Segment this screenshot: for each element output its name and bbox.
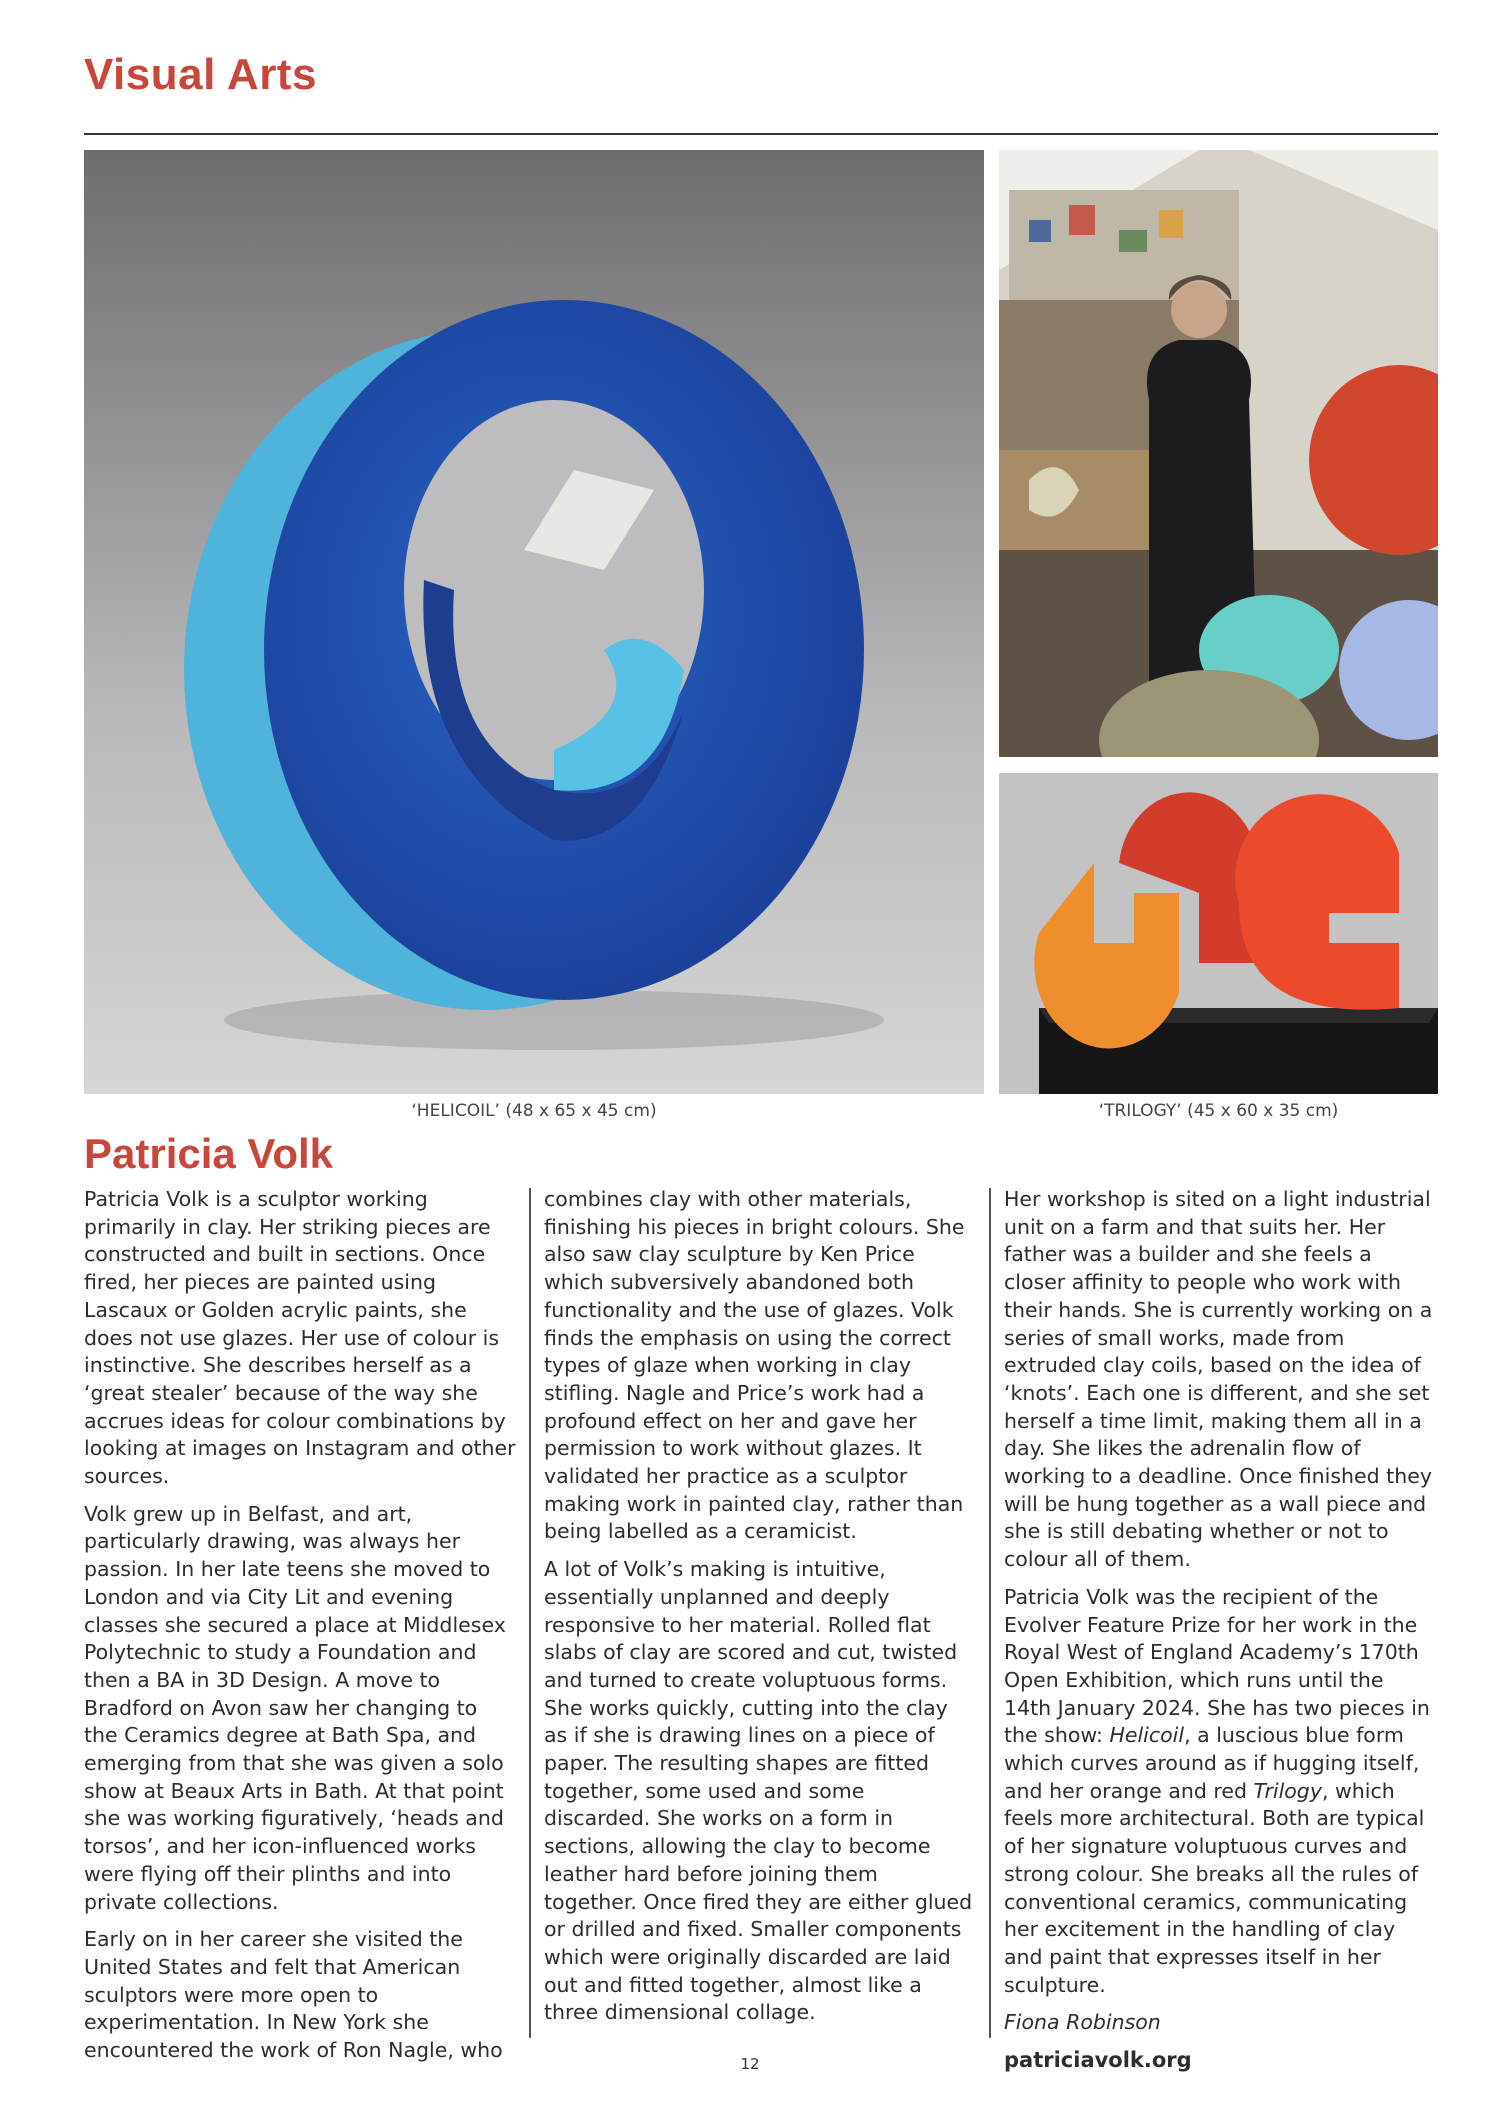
text-run: , which feels more architectural. Both are typical of her signature voluptuous curves and strong colour. She breaks all the rules of conventional ceramics, communicating her excitement in the handling of clay and paint that expresses itself in her sculpture. <box>1004 1778 1425 1997</box>
column-divider <box>989 1188 991 2038</box>
paragraph: Her workshop is sited on a light industrial unit on a farm and that suits her. Her father was a builder and she feels a closer affinity to people who work with their hands. She is currently working on a series of small works, made from extruded clay coils, based on the idea of ‘knots’. Each one is different, and she set herself a time limit, making them all in a day. She likes the adrenalin flow of working to a deadline. Once finished they will be hung together as a wall piece and she is still debating whether or not to colour all of them. <box>1004 1187 1433 1572</box>
column-divider <box>529 1188 531 2038</box>
article-column-2 <box>544 1186 976 2037</box>
studio-image <box>999 150 1438 757</box>
paragraph: Early on in her career she visited the United States and felt that American sculptors were more open to experimentation. In New York she encountered the work of Ron Nagle, who <box>84 1927 503 2063</box>
header-rule <box>84 133 1438 135</box>
text-run: , a luscious blue form which curves around as if hugging itself, and her orange and red <box>1004 1723 1420 1803</box>
helicoil-image <box>84 150 984 1094</box>
article-column-1 <box>84 1186 516 2075</box>
work-title-helicoil: Helicoil <box>1109 1723 1185 1748</box>
article-title: Patricia Volk <box>84 1130 334 1177</box>
trilogy-photo <box>999 773 1438 1094</box>
helicoil-photo <box>84 150 984 1094</box>
paragraph <box>1004 1584 1436 2000</box>
section-title: Visual Arts <box>84 50 317 99</box>
trilogy-caption: ‘TRILOGY’ (45 x 60 x 35 cm) <box>1098 1101 1339 1121</box>
paragraph: Patricia Volk is a sculptor working primarily in clay. Her striking pieces are constructed and built in sections. Once fired, her pieces are painted using Lascaux or Golden acrylic paints, she does not use glazes. Her use of colour is instinctive. She describes herself as a ‘great stealer’ because of the way she accrues ideas for colour combinations by looking at images on Instagram and other sources. <box>84 1187 516 1489</box>
paragraph: Volk grew up in Belfast, and art, particularly drawing, was always her passion. In her late teens she moved to London and via City Lit and evening classes she secured a place at Middlesex Polytechnic to study a Foundation and then a BA in 3D Design. A move to Bradford on Avon saw her changing to the Ceramics degree at Bath Spa, and emerging from that she was given a solo show at Beaux Arts in Bath. At that point she was working figuratively, ‘heads and torsos’, and her icon-influenced works were flying off their plinths and into private collections. <box>84 1501 506 1914</box>
author-name: Fiona Robinson <box>1004 2010 1161 2035</box>
studio-photo <box>999 150 1438 757</box>
website-link[interactable]: patriciavolk.org <box>1004 2048 1192 2073</box>
text-run: Patricia Volk was the recipient of the Evolver Feature Prize for her work in the Royal West of England Academy’s 170th Open Exhibition, which runs until the 14th January 2024. She has two pieces in the show: <box>1004 1584 1430 1748</box>
paragraph: combines clay with other materials, finishing his pieces in bright colours. She also saw clay sculpture by Ken Price which subversively abandoned both functionality and the use of glazes. Volk finds the emphasis on using the correct types of glaze when working in clay stifling. Nagle and Price’s work had a profound effect on her and gave her permission to work without glazes. It validated her practice as a sculptor making work in painted clay, rather than being labelled as a ceramicist. <box>544 1187 965 1544</box>
work-title-trilogy: Trilogy <box>1253 1778 1322 1803</box>
helicoil-caption: ‘HELICOIL’ (48 x 65 x 45 cm) <box>411 1101 657 1121</box>
trilogy-image <box>999 773 1438 1094</box>
article-column-3 <box>1004 1186 1436 2075</box>
page-number: 12 <box>740 2055 760 2073</box>
paragraph: A lot of Volk’s making is intuitive, essentially unplanned and deeply responsive to her material. Rolled flat slabs of clay are scored and cut, twisted and turned to create voluptuous forms. She works quickly, cutting into the clay as if she is drawing lines on a piece of paper. The resulting shapes are fitted together, some used and some discarded. She works on a form in sections, allowing the clay to become leather hard before joining them together. Once fired they are either glued or drilled and fixed. Smaller components which were originally discarded are laid out and fitted together, almost like a three dimensional collage. <box>544 1557 973 2025</box>
